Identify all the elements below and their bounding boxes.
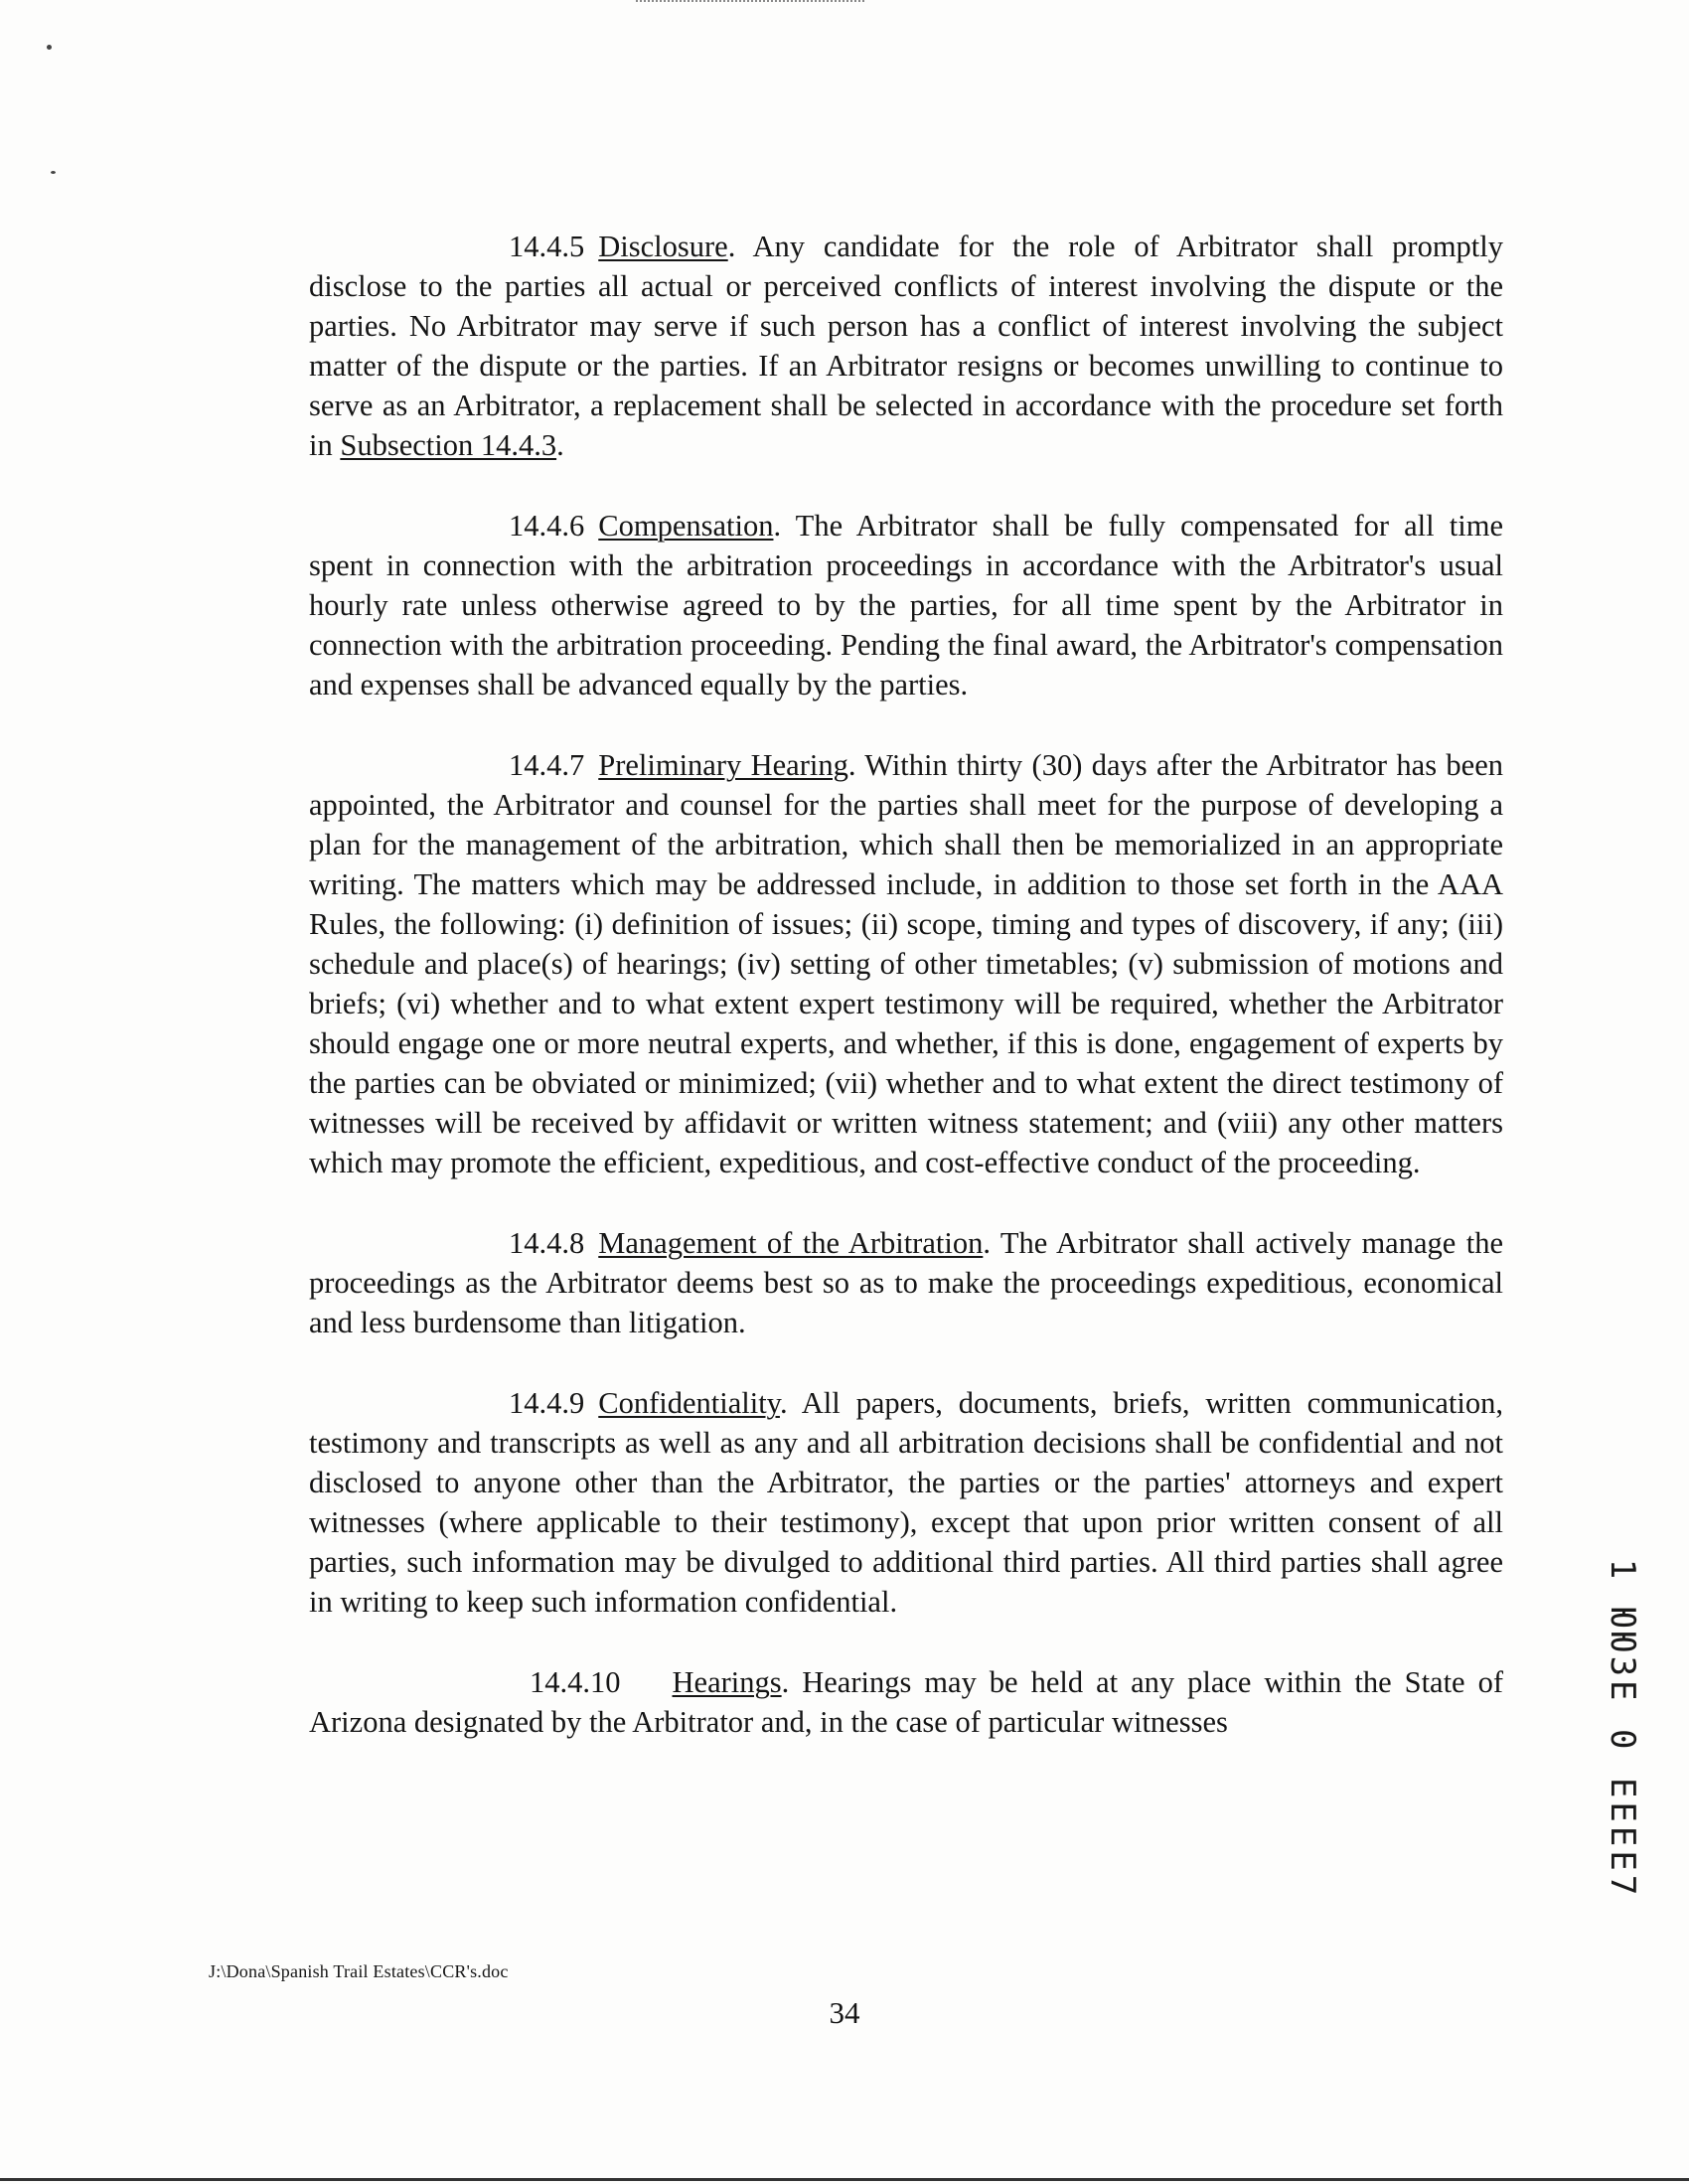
section-number: 14.4.7 xyxy=(509,748,585,782)
section-heading: Management of the Arbitration xyxy=(598,1226,984,1260)
section-paragraph xyxy=(309,1223,1503,1342)
section-paragraph xyxy=(309,506,1503,704)
section-text: . Within thirty (30) days after the Arbitrator has been appointed, the Arbitrator and counsel for the parties shall meet for the purpose of developing a plan for the management of the arbitration, which shall then be memorialized in an appropriate writing. The matters which may be addressed include, in addition to those set forth in the AAA Rules, the following: (i) definition of issues; (ii) scope, timing and types of discovery, if any; (iii) schedule and place(s) of hearings; (iv) setting of other timetables; (v) submission of motions and briefs; (vi) whether and to what extent expert testimony will be required, whether the Arbitrator should engage one or more neutral experts, and whether, if this is done, engagement of experts by the parties can be obviated or minimized; (vii) whether and to what extent the direct testimony of witnesses will be received by affidavit or written witness statement; and (viii) any other matters which may promote the efficient, expeditious, and cost-effective conduct of the proceeding. xyxy=(309,748,1503,1179)
section-heading: Hearings xyxy=(672,1665,782,1699)
section-text: . The Arbitrator shall actively manage the proceedings as the Arbitrator deems best so as to make the proceedings expeditious, economical and less burdensome than litigation. xyxy=(309,1226,1504,1339)
section-text: . The Arbitrator shall be fully compensated for all time spent in connection with the arbitration proceedings in accordance with the Arbitrator's usual hourly rate unless otherwise agreed to by the parties, for all time spent by the Arbitrator in connection with the arbitration proceeding. Pending the final award, the Arbitrator's compensation and expenses shall be advanced equally by the parties. xyxy=(309,509,1503,702)
section-text: . Hearings may be held at any place within the State of Arizona designated by the Arbitrator and, in the case of particular witnesses xyxy=(309,1665,1503,1739)
section-heading: Compensation xyxy=(598,509,774,543)
scan-crop-mark xyxy=(636,0,864,5)
bates-stamp xyxy=(1603,1558,1642,1900)
cross-reference: Subsection 14.4.3 xyxy=(340,428,557,462)
section-number: 14.4.5 xyxy=(509,230,585,263)
section-paragraph xyxy=(309,227,1503,465)
bates-number: 1 ЮЮЗЕ 0 ЕЕЕЕ7 xyxy=(1603,1558,1642,1900)
document-body xyxy=(309,227,1503,1783)
section-number: 14.4.6 xyxy=(509,509,585,543)
footer-file-path: J:\Dona\Spanish Trail Estates\CCR's.doc xyxy=(209,1961,509,1981)
section-text: . Any candidate for the role of Arbitrator shall promptly disclose to the parties all actual or perceived conflicts of interest involving the dispute or the parties. No Arbitrator may serve if such person has a conflict of interest involving the subject matter of the dispute or the parties. If an Arbitrator resigns or becomes unwilling to continue to serve as an Arbitrator, a replacement shall be selected in accordance with the procedure set forth in xyxy=(309,230,1503,462)
section-number: 14.4.10 xyxy=(530,1665,621,1699)
section-number: 14.4.9 xyxy=(509,1386,585,1420)
section-heading: Disclosure xyxy=(598,230,728,263)
scan-bottom-edge xyxy=(0,2178,1689,2181)
page-number: 34 xyxy=(829,1995,860,2030)
section-paragraph xyxy=(309,745,1503,1182)
section-heading: Confidentiality xyxy=(598,1386,780,1420)
section-paragraph xyxy=(309,1662,1503,1742)
section-text: . All papers, documents, briefs, written communication, testimony and transcripts as well as any and all arbitration decisions shall be confidential and not disclosed to anyone other than the Arbitrator, the parties or the parties' attorneys and expert witnesses (where applicable to their testimony), except that upon prior written consent of all parties, such information may be divulged to additional third parties. All third parties shall agree in writing to keep such information confidential. xyxy=(309,1386,1503,1619)
section-paragraph xyxy=(309,1383,1503,1622)
section-text-end: . xyxy=(556,428,564,462)
scan-speck xyxy=(47,45,52,50)
section-heading: Preliminary Hearing xyxy=(598,748,848,782)
scan-speck xyxy=(51,171,56,174)
section-number: 14.4.8 xyxy=(509,1226,585,1260)
